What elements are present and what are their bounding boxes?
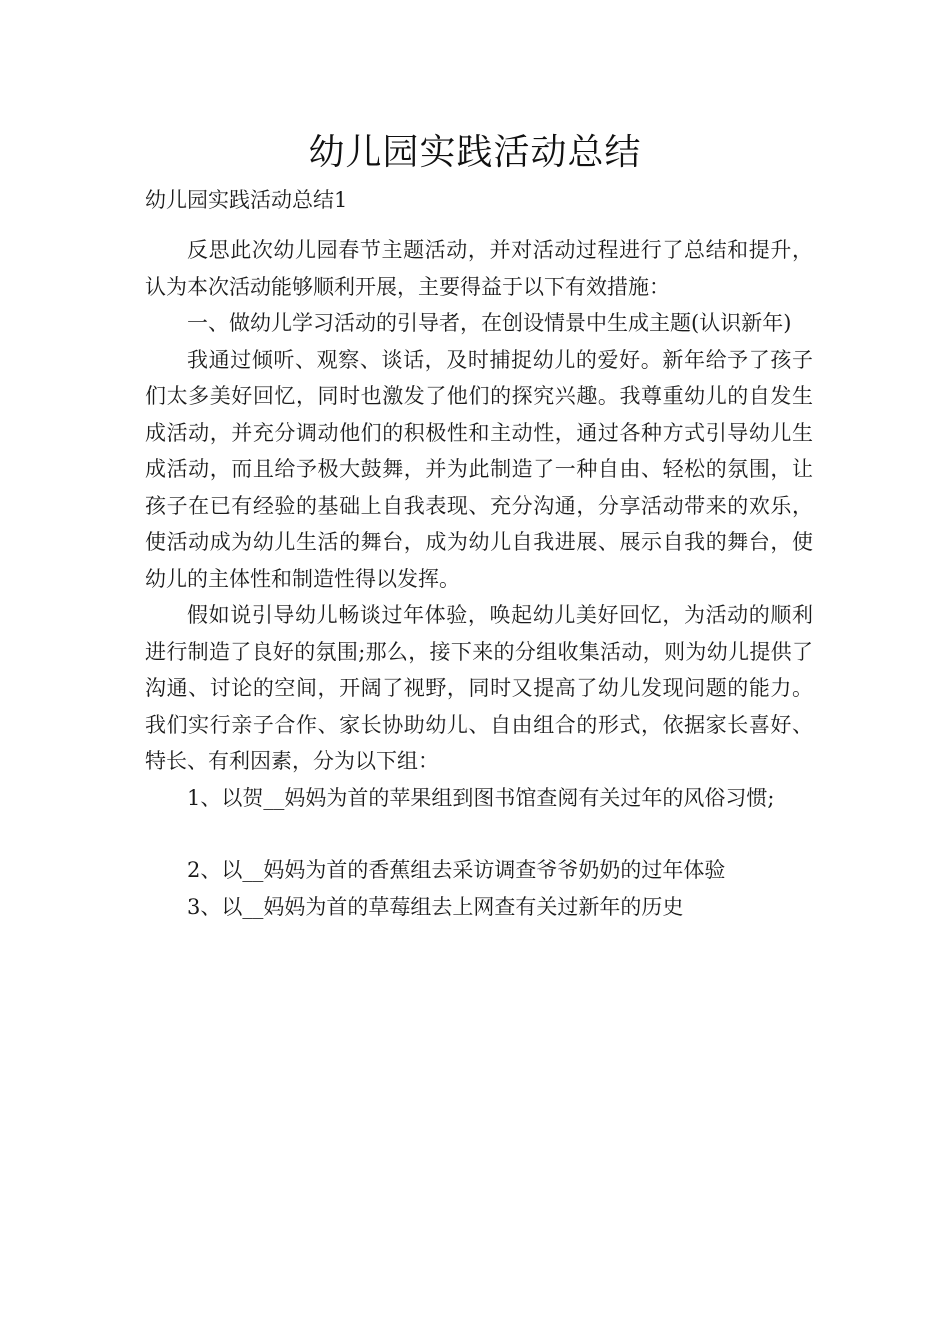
list-item: 1、以贺__妈妈为首的苹果组到图书馆查阅有关过年的风俗习惯; bbox=[187, 785, 775, 810]
paragraph: 我通过倾听、观察、谈话，及时捕捉幼儿的爱好。新年给予了孩子们太多美好回忆，同时也激发了他们的探究兴趣。我尊重幼儿的自发生成活动，并充分调动他们的积极性和主动性，通过各种方式引导幼儿生成活动，而且给予极大鼓舞，并为此制造了一种自由、轻松的氛围，让孩子在已有经验的基础上自我表现、充分沟通，分享活动带来的欢乐，使活动成为幼儿生活的舞台，成为幼儿自我进展、展示自我的舞台，使幼儿的主体性和制造性得以发挥。 bbox=[145, 347, 813, 591]
paragraph: 假如说引导幼儿畅谈过年体验，唤起幼儿美好回忆，为活动的顺利进行制造了良好的氛围;那么，接下来的分组收集活动，则为幼儿提供了沟通、讨论的空间，开阔了视野，同时又提高了幼儿发现问题的能力。我们实行亲子合作、家长协助幼儿、自由组合的形式，依据家长喜好、特长、有利因素，分为以下组： bbox=[145, 603, 813, 773]
paragraph: 一、做幼儿学习活动的引导者，在创设情景中生成主题(认识新年) bbox=[187, 311, 792, 335]
document-body bbox=[145, 232, 813, 925]
list-item: 3、以__妈妈为首的草莓组去上网查有关过新年的历史 bbox=[187, 894, 684, 919]
document-title: 幼儿园实践活动总结 bbox=[308, 132, 642, 173]
section-heading: 幼儿园实践活动总结1 bbox=[145, 188, 348, 212]
paragraph: 反思此次幼儿园春节主题活动，并对活动过程进行了总结和提升，认为本次活动能够顺利开展，主要得益于以下有效措施： bbox=[145, 238, 813, 299]
spacer bbox=[145, 816, 813, 852]
list-item: 2、以__妈妈为首的香蕉组去采访调查爷爷奶奶的过年体验 bbox=[187, 858, 726, 882]
